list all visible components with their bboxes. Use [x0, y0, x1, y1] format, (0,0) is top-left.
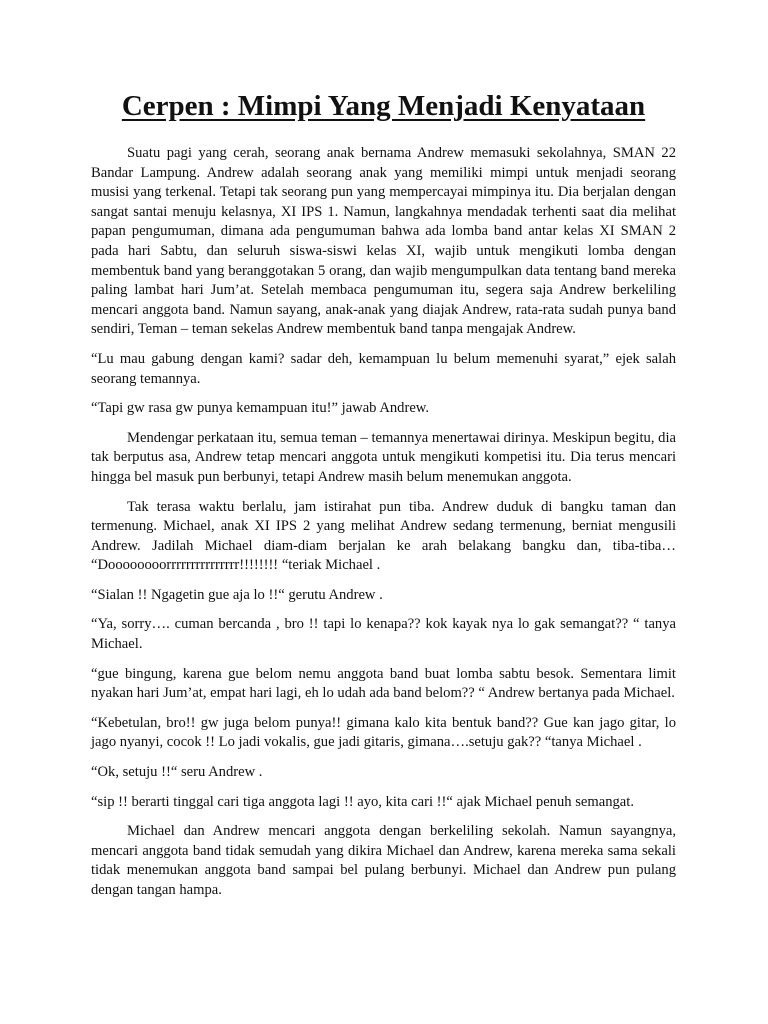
- page-title: Cerpen : Mimpi Yang Menjadi Kenyataan: [121, 90, 646, 122]
- paragraph-1: Suatu pagi yang cerah, seorang anak bernama Andrew memasuki sekolahnya, SMAN 22 Bandar Lampung. Andrew adalah seorang anak yang memiliki mimpi untuk menjadi seorang musisi yang terkenal. Tetapi tak seorang pun yang mempercayai mimpinya itu. Dia berjalan dengan sangat santai menuju kelasnya, XI IPS 1. Namun, langkahnya mendadak terhenti saat dia melihat papan pengumuman, dimana ada pengumuman bahwa ada lomba band antar kelas XI SMAN 2 pada hari Sabtu, dan seluruh siswa-siswi kelas XI, wajib untuk mengikuti lomba dengan membentuk band yang beranggotakan 5 orang, dan wajib mengumpulkan data tentang band mereka paling lambat hari Jum’at. Setelah membaca pengumuman itu, segera saja Andrew berkeliling mencari anggota band. Namun sayang, anak-anak yang diajak Andrew, rata-rata sudah punya band sendiri, Teman – teman sekelas Andrew membentuk band tanpa mengajak Andrew.: [91, 145, 676, 338]
- paragraph-12: Michael dan Andrew mencari anggota dengan berkeliling sekolah. Namun sayangnya, mencari anggota band tidak semudah yang dikira Michael dan Andrew, karena mereka sama sekali tidak menemukan anggota band sampai bel pulang berbunyi. Michael dan Andrew pun pulang dengan tangan hampa.: [91, 823, 676, 898]
- paragraph-8: “gue bingung, karena gue belom nemu anggota band buat lomba sabtu besok. Sementara limit nyakan hari Jum’at, empat hari lagi, eh lo udah ada band belom?? “ Andrew bertanya pada Michael.: [91, 665, 676, 702]
- paragraph-9: “Kebetulan, bro!! gw juga belom punya!! gimana kalo kita bentuk band?? Gue kan jago gitar, lo jago nyanyi, cocok !! Lo jadi vokalis, gue jadi gitaris, gimana….setuju gak?? “tanya Michael .: [91, 714, 676, 751]
- paragraph-4: Mendengar perkataan itu, semua teman – temannya menertawai dirinya. Meskipun begitu, dia tak berputus asa, Andrew tetap mencari anggota untuk mengikuti kompetisi itu. Dia terus mencari hingga bel masuk pun berbunyi, tetapi Andrew masih belum menemukan anggota.: [91, 429, 676, 485]
- paragraph-2: “Lu mau gabung dengan kami? sadar deh, kemampuan lu belum memenuhi syarat,” ejek salah seorang temannya.: [91, 350, 676, 387]
- paragraph-6: “Sialan !! Ngagetin gue aja lo !!“ gerutu Andrew .: [91, 586, 383, 603]
- paragraph-3: “Tapi gw rasa gw punya kemampuan itu!” jawab Andrew.: [91, 400, 430, 417]
- paragraph-7: “Ya, sorry…. cuman bercanda , bro !! tapi lo kenapa?? kok kayak nya lo gak semangat?? “ tanya Michael.: [91, 616, 676, 653]
- paragraph-11: “sip !! berarti tinggal cari tiga anggota lagi !! ayo, kita cari !!“ ajak Michael penuh semangat.: [91, 793, 634, 810]
- paragraph-5: Tak terasa waktu berlalu, jam istirahat pun tiba. Andrew duduk di bangku taman dan termenung. Michael, anak XI IPS 2 yang melihat Andrew sedang termenung, berniat mengusili Andrew. Jadilah Michael diam-diam berjalan ke arah belakang bangku dan, tiba-tiba… “Doooooooorrrrrrrrrrrrrrr!!!!!!!! “teriak Michael .: [91, 498, 676, 574]
- story-body: [91, 144, 676, 901]
- paragraph-10: “Ok, setuju !!“ seru Andrew .: [91, 764, 263, 781]
